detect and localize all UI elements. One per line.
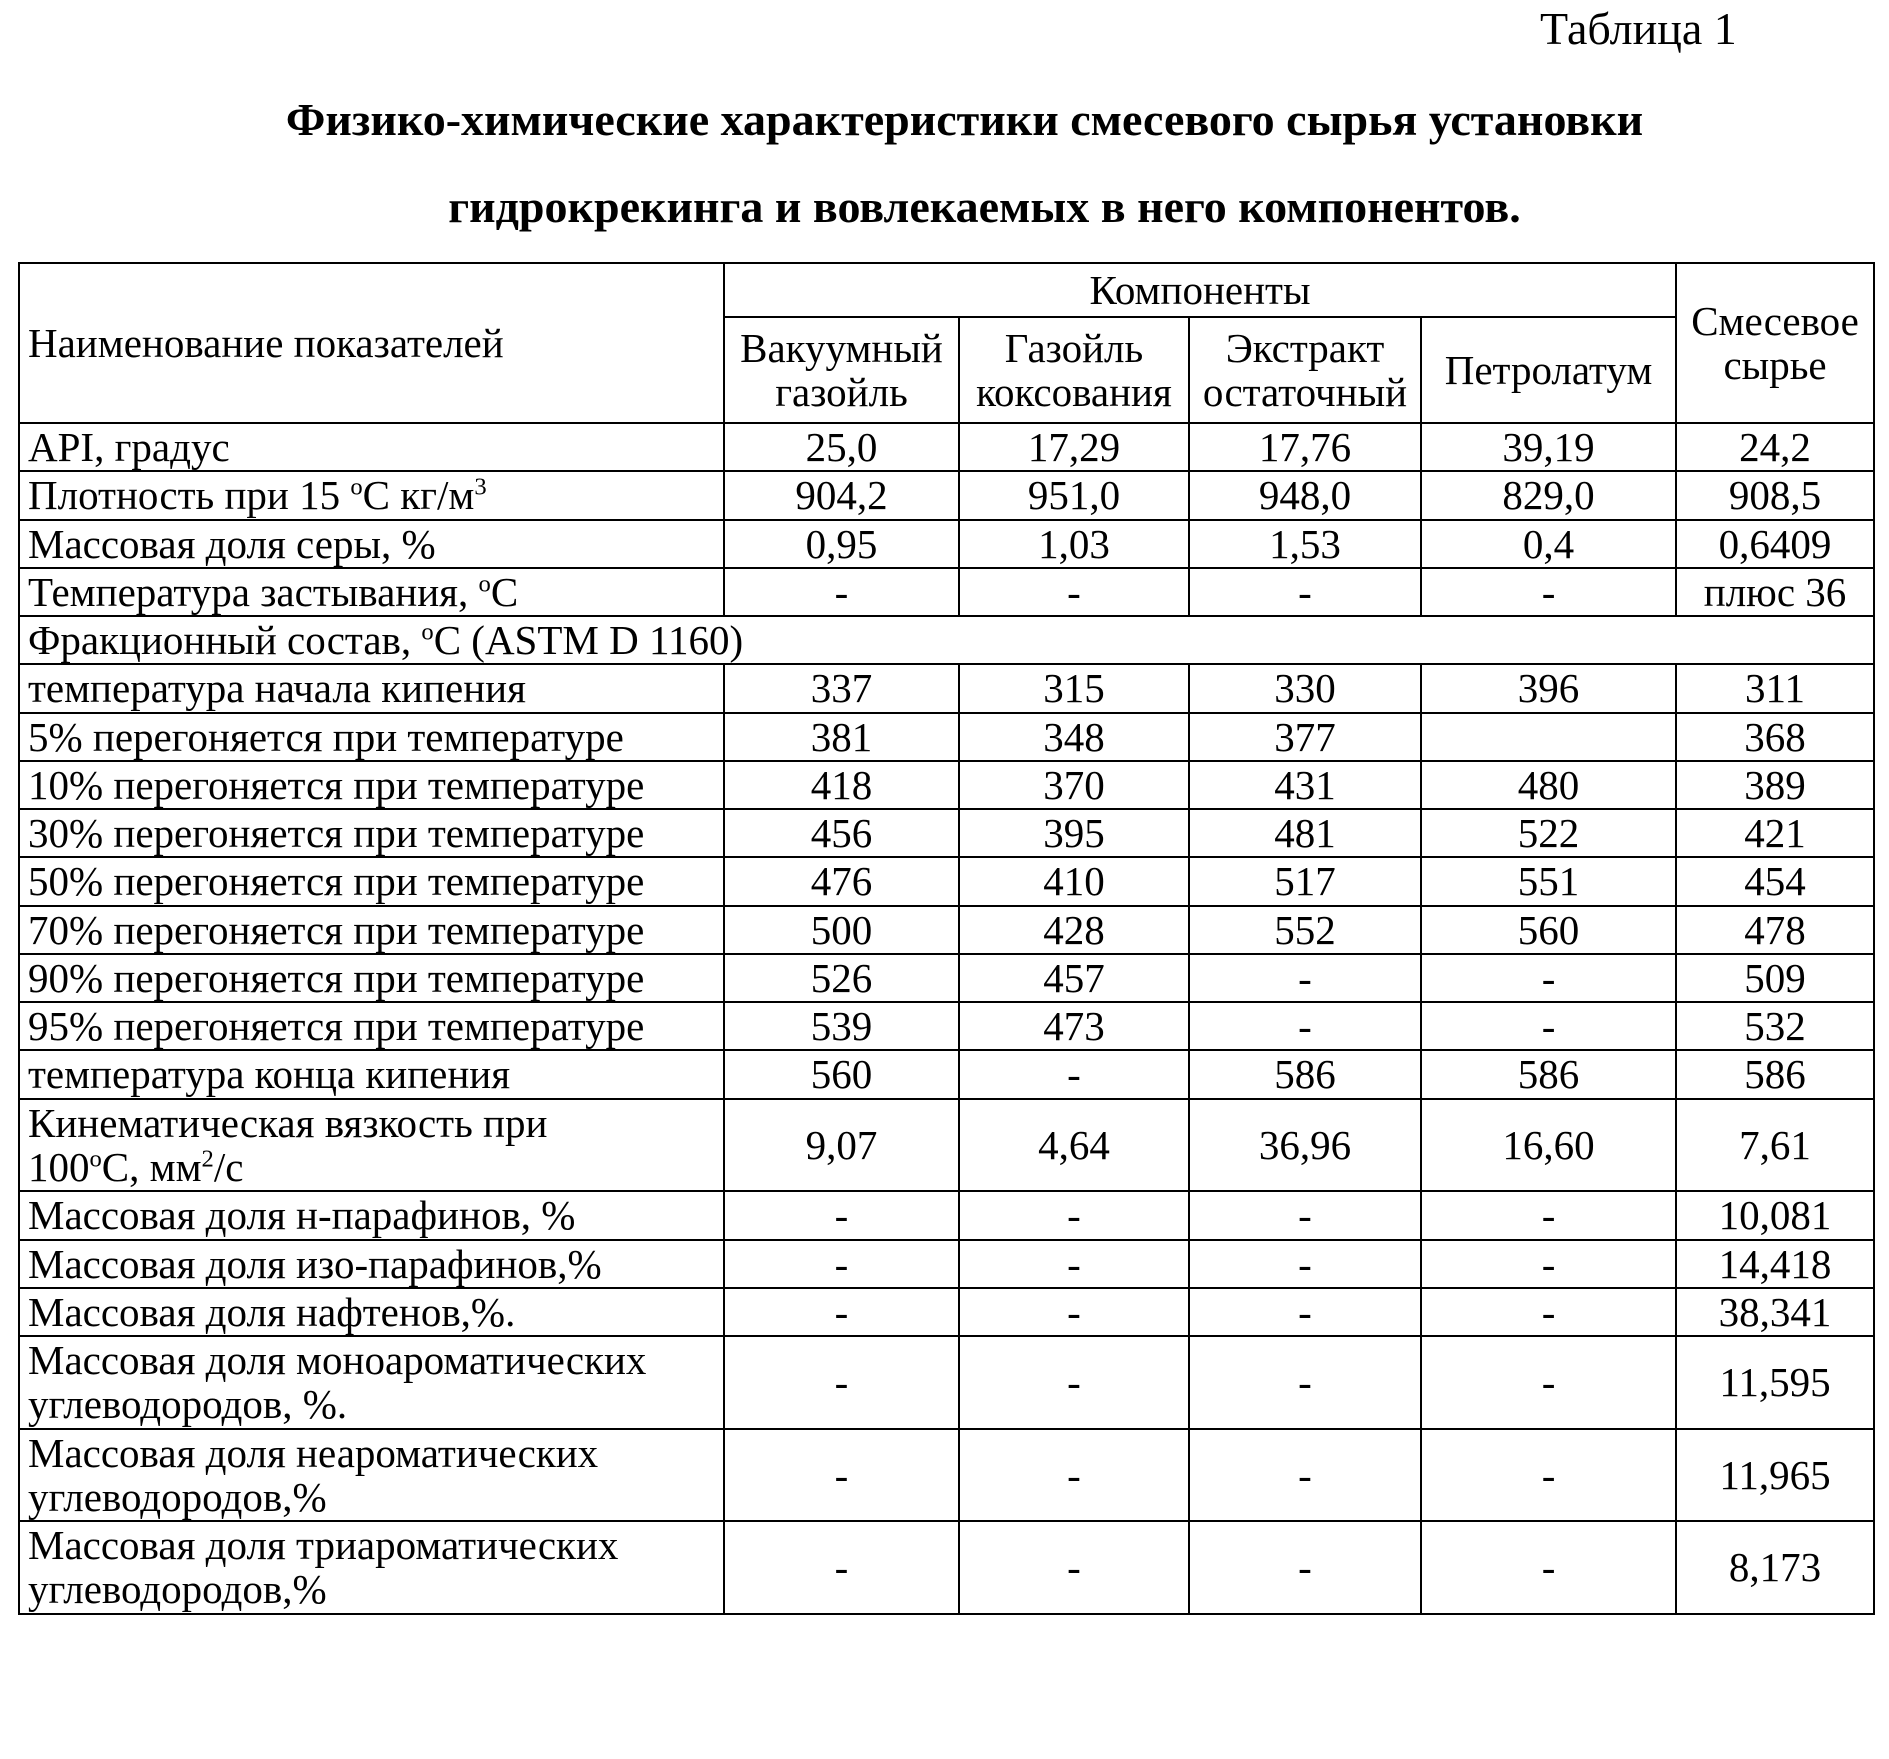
- table-row: [19, 520, 1874, 568]
- label-part: углеводородов, %.: [28, 1381, 348, 1428]
- cell-value: -: [1189, 1429, 1421, 1522]
- cell-value: 522: [1421, 809, 1676, 857]
- cell-value: 500: [724, 906, 959, 954]
- cell-value: 11,965: [1676, 1429, 1874, 1522]
- row-label: [19, 471, 724, 519]
- cell-value: -: [1421, 568, 1676, 616]
- header-petrolatum: Петролатум: [1421, 317, 1676, 423]
- row-label: Массовая доля изо-парафинов,%: [19, 1240, 724, 1288]
- cell-value: 377: [1189, 713, 1421, 761]
- degree-mark: o: [421, 618, 434, 646]
- label-part: Температура застывания,: [28, 568, 479, 615]
- label-part: С: [490, 568, 519, 615]
- cell-value: 36,96: [1189, 1099, 1421, 1192]
- row-label: 70% перегоняется при температуре: [19, 906, 724, 954]
- cell-value: -: [724, 1240, 959, 1288]
- cell-value: 311: [1676, 664, 1874, 712]
- row-label: температура конца кипения: [19, 1050, 724, 1098]
- cell-value: 14,418: [1676, 1240, 1874, 1288]
- cell-value: 1,03: [959, 520, 1189, 568]
- cell-value: 410: [959, 857, 1189, 905]
- cell-value: 908,5: [1676, 471, 1874, 519]
- label-part: 100: [28, 1143, 90, 1190]
- cell-value: 951,0: [959, 471, 1189, 519]
- table-row: [19, 1002, 1874, 1050]
- header-coking-gasoil: [959, 317, 1189, 423]
- table-row: [19, 568, 1874, 616]
- cell-value: 24,2: [1676, 423, 1874, 471]
- cell-value: 1,53: [1189, 520, 1421, 568]
- cell-value: 11,595: [1676, 1336, 1874, 1429]
- cell-value: 381: [724, 713, 959, 761]
- row-label: 95% перегоняется при температуре: [19, 1002, 724, 1050]
- cell-value: 16,60: [1421, 1099, 1676, 1192]
- row-label: [19, 568, 724, 616]
- row-label: 5% перегоняется при температуре: [19, 713, 724, 761]
- cell-value: 560: [1421, 906, 1676, 954]
- row-label: Массовая доля нафтенов,%.: [19, 1288, 724, 1336]
- cell-value: -: [1189, 1336, 1421, 1429]
- cell-value: -: [1421, 1002, 1676, 1050]
- table-row: [19, 857, 1874, 905]
- cell-value: 431: [1189, 761, 1421, 809]
- cell-value: -: [1189, 954, 1421, 1002]
- cell-value: 539: [724, 1002, 959, 1050]
- label-part: С, мм: [101, 1143, 202, 1190]
- cell-value: 396: [1421, 664, 1676, 712]
- cell-value: 9,07: [724, 1099, 959, 1192]
- cell-value: 473: [959, 1002, 1189, 1050]
- cell-value: 476: [724, 857, 959, 905]
- label-part: Массовая доля триароматических: [28, 1522, 619, 1569]
- header-row-1: [19, 263, 1874, 317]
- cell-value: 586: [1421, 1050, 1676, 1098]
- cell-value: 0,6409: [1676, 520, 1874, 568]
- table-number: Таблица 1: [1540, 3, 1737, 54]
- cell-value: -: [1189, 1240, 1421, 1288]
- cell-value: -: [959, 1288, 1189, 1336]
- cell-value: -: [724, 568, 959, 616]
- cell-value: 0,4: [1421, 520, 1676, 568]
- cell-value: -: [959, 568, 1189, 616]
- cell-value: -: [1189, 1521, 1421, 1614]
- cell-value: -: [1421, 1336, 1676, 1429]
- label-part: Плотность при 15: [28, 472, 351, 519]
- cell-value: 25,0: [724, 423, 959, 471]
- label-part: С (ASTM D 1160): [433, 617, 744, 664]
- row-label: Массовая доля н-парафинов, %: [19, 1191, 724, 1239]
- cell-value: 315: [959, 664, 1189, 712]
- header-residual-extract-line1: Экстракт: [1225, 324, 1385, 371]
- cell-value: 586: [1189, 1050, 1421, 1098]
- label-part: углеводородов,%: [28, 1566, 327, 1613]
- row-label: [19, 1521, 724, 1614]
- cell-value: 428: [959, 906, 1189, 954]
- label-part: Фракционный состав,: [28, 617, 422, 664]
- cell-value: -: [1189, 1002, 1421, 1050]
- cell-value: -: [724, 1191, 959, 1239]
- cell-value: -: [1421, 1521, 1676, 1614]
- cell-value: -: [959, 1336, 1189, 1429]
- row-label: 90% перегоняется при температуре: [19, 954, 724, 1002]
- section-label: [19, 616, 1874, 664]
- properties-table: [18, 262, 1875, 1615]
- cell-value: 526: [724, 954, 959, 1002]
- cell-value: 509: [1676, 954, 1874, 1002]
- cell-value: -: [959, 1050, 1189, 1098]
- header-vacuum-gasoil: [724, 317, 959, 423]
- cell-value: -: [1421, 1240, 1676, 1288]
- table-row: [19, 1336, 1874, 1429]
- cell-value: 17,76: [1189, 423, 1421, 471]
- cell-value: -: [1189, 1288, 1421, 1336]
- cell-value: 457: [959, 954, 1189, 1002]
- table-row: [19, 1050, 1874, 1098]
- cell-value: 454: [1676, 857, 1874, 905]
- label-part: Кинематическая вязкость при: [28, 1099, 548, 1146]
- cell-value: 395: [959, 809, 1189, 857]
- cell-value: -: [959, 1191, 1189, 1239]
- row-label: API, градус: [19, 423, 724, 471]
- header-residual-extract-line2: остаточный: [1202, 369, 1408, 415]
- cell-value: -: [724, 1336, 959, 1429]
- table-row: [19, 761, 1874, 809]
- header-blend: [1676, 263, 1874, 423]
- table-row: [19, 664, 1874, 712]
- cell-value: 948,0: [1189, 471, 1421, 519]
- cell-value: 904,2: [724, 471, 959, 519]
- cell-value: -: [724, 1521, 959, 1614]
- row-label: температура начала кипения: [19, 664, 724, 712]
- table-row: [19, 1429, 1874, 1522]
- cell-value: 586: [1676, 1050, 1874, 1098]
- superscript: 3: [474, 473, 487, 501]
- cell-value: -: [724, 1288, 959, 1336]
- table-row: [19, 906, 1874, 954]
- header-vacuum-gasoil-line2: газойль: [775, 369, 908, 415]
- cell-value: 17,29: [959, 423, 1189, 471]
- cell-value: 370: [959, 761, 1189, 809]
- section-row: [19, 616, 1874, 664]
- header-indicator: Наименование показателей: [19, 263, 724, 423]
- cell-value: 829,0: [1421, 471, 1676, 519]
- label-part: углеводородов,%: [28, 1473, 327, 1520]
- header-blend-line2: сырье: [1723, 342, 1827, 388]
- cell-value: -: [959, 1521, 1189, 1614]
- table-row: [19, 471, 1874, 519]
- cell-value: 418: [724, 761, 959, 809]
- cell-value: 7,61: [1676, 1099, 1874, 1192]
- header-coking-gasoil-line1: Газойль: [1004, 324, 1144, 371]
- cell-value: 337: [724, 664, 959, 712]
- cell-value: 560: [724, 1050, 959, 1098]
- table-title-line-2: гидрокрекинга и вовлекаемых в него компонентов.: [448, 181, 1521, 232]
- degree-mark: o: [350, 473, 363, 501]
- table-row: [19, 1521, 1874, 1614]
- cell-value: 552: [1189, 906, 1421, 954]
- table-row: [19, 954, 1874, 1002]
- row-label: 10% перегоняется при температуре: [19, 761, 724, 809]
- label-part: /с: [213, 1143, 244, 1190]
- row-label: 30% перегоняется при температуре: [19, 809, 724, 857]
- cell-value: 38,341: [1676, 1288, 1874, 1336]
- cell-value: 481: [1189, 809, 1421, 857]
- cell-value: -: [1189, 1191, 1421, 1239]
- cell-value: 551: [1421, 857, 1676, 905]
- table-row: [19, 1288, 1874, 1336]
- cell-value: -: [1421, 954, 1676, 1002]
- row-label: 50% перегоняется при температуре: [19, 857, 724, 905]
- degree-mark: o: [89, 1145, 102, 1173]
- degree-mark: o: [478, 570, 491, 598]
- cell-value: 330: [1189, 664, 1421, 712]
- row-label: [19, 1336, 724, 1429]
- header-coking-gasoil-line2: коксования: [976, 369, 1172, 415]
- table-title-line-1: Физико-химические характеристики смесевого сырья установки: [285, 94, 1644, 145]
- cell-value: 4,64: [959, 1099, 1189, 1192]
- cell-value: -: [1421, 1191, 1676, 1239]
- header-residual-extract: [1189, 317, 1421, 423]
- cell-value: 8,173: [1676, 1521, 1874, 1614]
- cell-value: 517: [1189, 857, 1421, 905]
- cell-value: 480: [1421, 761, 1676, 809]
- header-vacuum-gasoil-line1: Вакуумный: [740, 324, 943, 371]
- cell-value: -: [959, 1240, 1189, 1288]
- cell-value: 456: [724, 809, 959, 857]
- table-row: [19, 1191, 1874, 1239]
- row-label: Массовая доля серы, %: [19, 520, 724, 568]
- cell-value: 10,081: [1676, 1191, 1874, 1239]
- cell-value: -: [1421, 1288, 1676, 1336]
- cell-value: -: [1189, 568, 1421, 616]
- table-row: [19, 809, 1874, 857]
- cell-value: [1421, 713, 1676, 761]
- cell-value: 532: [1676, 1002, 1874, 1050]
- header-blend-line1: Смесевое: [1691, 297, 1859, 344]
- row-label: [19, 1429, 724, 1522]
- cell-value: 39,19: [1421, 423, 1676, 471]
- cell-value: 389: [1676, 761, 1874, 809]
- table-row: [19, 1099, 1874, 1192]
- cell-value: плюс 36: [1676, 568, 1874, 616]
- label-part: С кг/м: [362, 472, 475, 519]
- cell-value: -: [1421, 1429, 1676, 1522]
- cell-value: 368: [1676, 713, 1874, 761]
- header-components: Компоненты: [724, 263, 1676, 317]
- cell-value: -: [724, 1429, 959, 1522]
- label-part: Массовая доля моноароматических: [28, 1337, 647, 1384]
- label-part: Массовая доля неароматических: [28, 1429, 599, 1476]
- row-label: [19, 1099, 724, 1192]
- superscript: 2: [201, 1145, 214, 1173]
- cell-value: 348: [959, 713, 1189, 761]
- cell-value: 421: [1676, 809, 1874, 857]
- cell-value: 478: [1676, 906, 1874, 954]
- cell-value: -: [959, 1429, 1189, 1522]
- table-row: [19, 713, 1874, 761]
- table-row: [19, 1240, 1874, 1288]
- table-row: [19, 423, 1874, 471]
- cell-value: 0,95: [724, 520, 959, 568]
